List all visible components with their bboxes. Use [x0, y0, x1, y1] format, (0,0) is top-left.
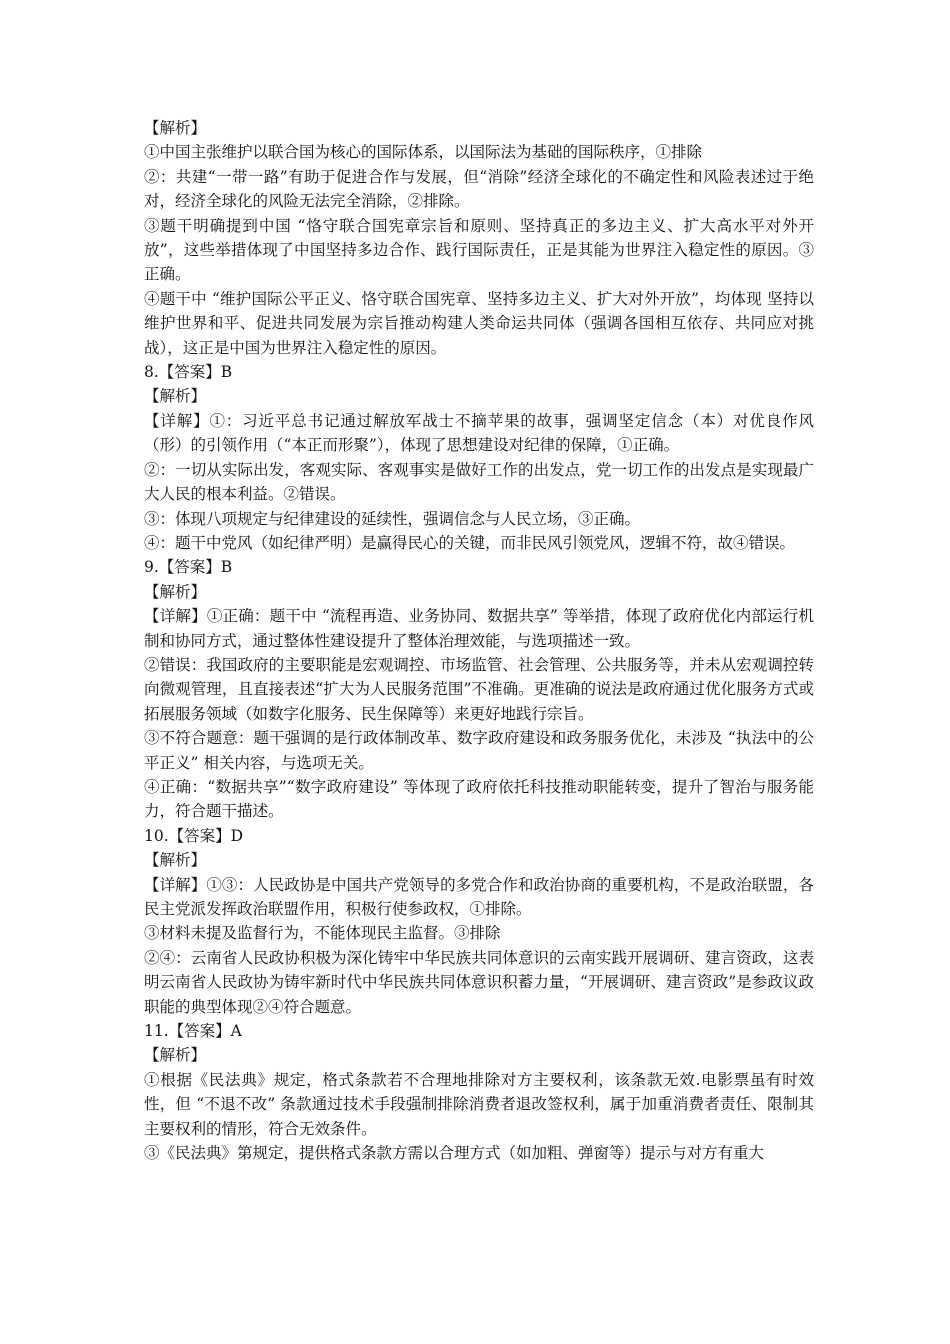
- detail-paragraph: ④：题干中党风（如纪律严明）是赢得民心的关键，而非民风引领党风，逻辑不符，故④错误。: [144, 533, 796, 552]
- detail-paragraph: 【详解】①③：人民政协是中国共产党领导的多党合作和政治协商的重要机构，不是政治联盟，各民主党派发挥政治联盟作用，积极行使参政权，①排除。: [144, 875, 814, 918]
- analysis-item-2: ②：共建“一带一路”有助于促进合作与发展，但“消除”经济全球化的不确定性和风险表述过于绝对，经济全球化的风险无法完全消除，②排除。: [144, 167, 814, 211]
- detail-paragraph: ②④：云南省人民政协积极为深化铸牢中华民族共同体意识的云南实践开展调研、建言资政，这表明云南省人民政协为铸牢新时代中华民族共同体意识积蓄力量，“开展调研、建言资政”是参政议政职能的典型体现②④符合题意。: [144, 948, 814, 1016]
- detail-paragraph: ②错误：我国政府的主要职能是宏观调控、市场监管、社会管理、公共服务等，并未从宏观调控转向微观管理，且直接表述“扩大为人民服务范围”不准确。更准确的说法是政府通过优化服务方式或拓展服务领域（如数字化服务、民生保障等）来更好地践行宗旨。: [144, 655, 814, 723]
- analysis-item-4: ④题干中 “维护国际公平正义、恪守联合国宪章、坚持多边主义、扩大对外开放”，均体现 坚持以维护世界和平、促进共同发展为宗旨推动构建人类命运共同体（强调各国相互依存、共同应对挑战），这正是中国为世界注入稳定性的原因。: [144, 289, 814, 357]
- detail-paragraph: ①根据《民法典》规定，格式条款若不合理地排除对方主要权利，该条款无效.电影票虽有时效性，但 “不退不改” 条款通过技术手段强制排除消费者退改签权利，属于加重消费者责任、限制其主要权利的情形，符合无效条件。: [144, 1070, 814, 1138]
- analysis-item-1: ①中国主张维护以联合国为核心的国际体系，以国际法为基础的国际秩序，①排除: [144, 143, 703, 162]
- analysis-heading: 【解析】: [144, 582, 207, 601]
- detail-paragraph: ③：体现八项规定与纪律建设的延续性，强调信念与人民立场，③正确。: [144, 509, 641, 528]
- detail-paragraph: ③不符合题意：题干强调的是行政体制改革、数字政府建设和政务服务优化，未涉及 “执法中的公平正义” 相关内容，与选项无关。: [144, 729, 814, 772]
- detail-paragraph: ③材料未提及监督行为，不能体现民主监督。③排除: [144, 924, 501, 943]
- analysis-heading: 【解析】: [144, 1046, 207, 1065]
- answer-10: 10.【答案】D: [144, 826, 244, 845]
- detail-paragraph: 【详解】①：习近平总书记通过解放军战士不摘苹果的故事，强调坚定信念（本）对优良作风（形）的引领作用（“本正而形聚”），体现了思想建设对纪律的保障，①正确。: [144, 411, 814, 455]
- analysis-item-3: ③题干明确提到中国 “恪守联合国宪章宗旨和原则、坚持真正的多边主义、扩大高水平对外开放”，这些举措体现了中国坚持多边合作、践行国际责任，正是其能为世界注入稳定性的原因。③正确。: [144, 216, 814, 284]
- detail-paragraph: ②：一切从实际出发，客观实际、客观事实是做好工作的出发点，党一切工作的出发点是实现最广大人民的根本利益。②错误。: [144, 460, 814, 504]
- detail-paragraph: 【详解】①正确：题干中 “流程再造、业务协同、数据共享” 等举措，体现了政府优化内部运行机制和协同方式，通过整体性建设提升了整体治理效能，与选项描述一致。: [144, 607, 814, 650]
- answer-11: 11.【答案】A: [144, 1022, 242, 1041]
- answer-8: 8.【答案】B: [144, 363, 233, 382]
- analysis-heading: 【解析】: [144, 119, 207, 137]
- detail-paragraph: ③《民法典》第规定，提供格式条款方需以合理方式（如加粗、弹窗等）提示与对方有重大: [144, 1144, 765, 1163]
- analysis-heading: 【解析】: [144, 851, 207, 870]
- document-body: [144, 116, 814, 1165]
- answer-9: 9.【答案】B: [144, 558, 233, 577]
- detail-paragraph: ④正确：“数据共享”“数字政府建设” 等体现了政府依托科技推动职能转变，提升了智治与服务能力，符合题干描述。: [144, 777, 814, 821]
- analysis-heading: 【解析】: [144, 387, 207, 406]
